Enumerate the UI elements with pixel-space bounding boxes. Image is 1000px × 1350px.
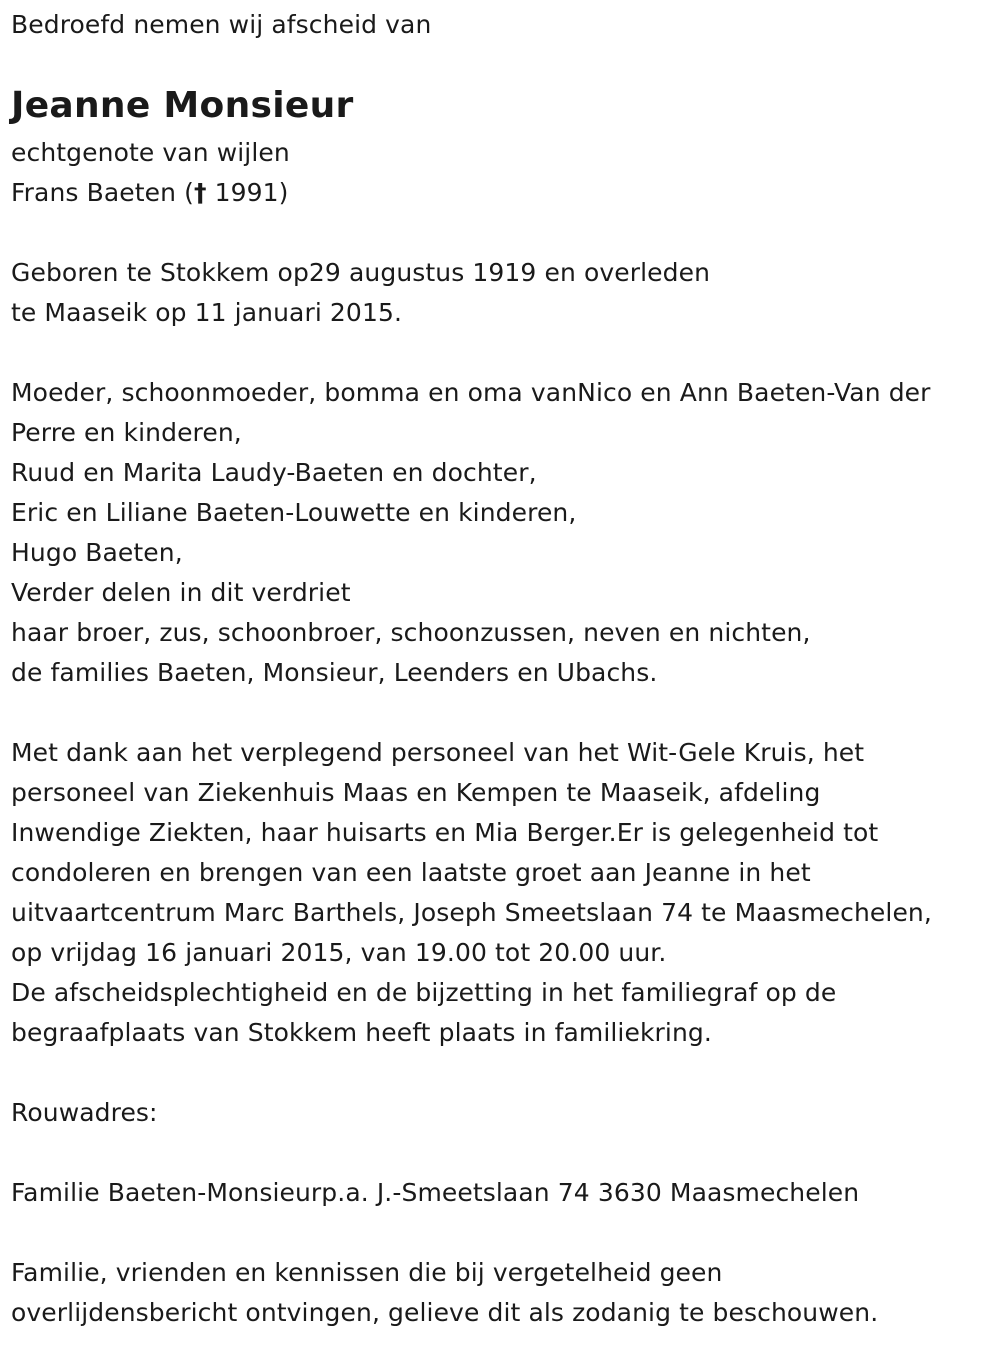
thanks-line: begraafplaats van Stokkem heeft plaats in familiekring.: [11, 1018, 712, 1047]
family-line: Eric en Liliane Baeten-Louwette en kinderen,: [11, 498, 577, 527]
spouse-line-1: echtgenote van wijlen: [11, 138, 290, 167]
thanks-line: Inwendige Ziekten, haar huisarts en Mia Berger.Er is gelegenheid tot: [11, 818, 879, 847]
spouse-line-2: [11, 173, 290, 213]
birth-death-section: [11, 253, 710, 333]
family-line: haar broer, zus, schoonbroer, schoonzussen, neven en nichten,: [11, 618, 811, 647]
address-section: [11, 1173, 859, 1213]
cross-icon: †: [193, 178, 207, 207]
family-line: Verder delen in dit verdriet: [11, 578, 351, 607]
spouse-section: [11, 133, 290, 213]
spouse-death-year: 1991): [206, 178, 289, 207]
family-line: Ruud en Marita Laudy-Baeten en dochter,: [11, 458, 537, 487]
family-section: [11, 373, 931, 693]
thanks-section: [11, 733, 932, 1053]
rouwadres-label: Rouwadres:: [11, 1098, 158, 1127]
notice-section: [11, 1253, 878, 1333]
thanks-line: op vrijdag 16 januari 2015, van 19.00 tot 20.00 uur.: [11, 938, 667, 967]
family-line: Perre en kinderen,: [11, 418, 242, 447]
thanks-line: uitvaartcentrum Marc Barthels, Joseph Smeetslaan 74 te Maasmechelen,: [11, 898, 932, 927]
deceased-name: Jeanne Monsieur: [11, 85, 354, 126]
family-line: Moeder, schoonmoeder, bomma en oma vanNico en Ann Baeten-Van der: [11, 378, 931, 407]
thanks-line: condoleren en brengen van een laatste groet aan Jeanne in het: [11, 858, 811, 887]
thanks-line: Met dank aan het verplegend personeel van het Wit-Gele Kruis, het: [11, 738, 865, 767]
thanks-line: De afscheidsplechtigheid en de bijzetting in het familiegraf op de: [11, 978, 837, 1007]
notice-line: overlijdensbericht ontvingen, gelieve dit als zodanig te beschouwen.: [11, 1298, 879, 1327]
family-line: Hugo Baeten,: [11, 538, 183, 567]
family-line: de families Baeten, Monsieur, Leenders en Ubachs.: [11, 658, 658, 687]
thanks-line: personeel van Ziekenhuis Maas en Kempen te Maaseik, afdeling: [11, 778, 821, 807]
birth-death-line: te Maaseik op 11 januari 2015.: [11, 298, 403, 327]
spouse-name: Frans Baeten (: [11, 178, 194, 207]
rouwadres-section: [11, 1093, 158, 1133]
notice-line: Familie, vrienden en kennissen die bij vergetelheid geen: [11, 1258, 723, 1287]
address-line: Familie Baeten-Monsieurp.a. J.-Smeetslaan 74 3630 Maasmechelen: [11, 1178, 860, 1207]
intro-text: Bedroefd nemen wij afscheid van: [11, 10, 432, 39]
birth-death-line: Geboren te Stokkem op29 augustus 1919 en overleden: [11, 258, 711, 287]
